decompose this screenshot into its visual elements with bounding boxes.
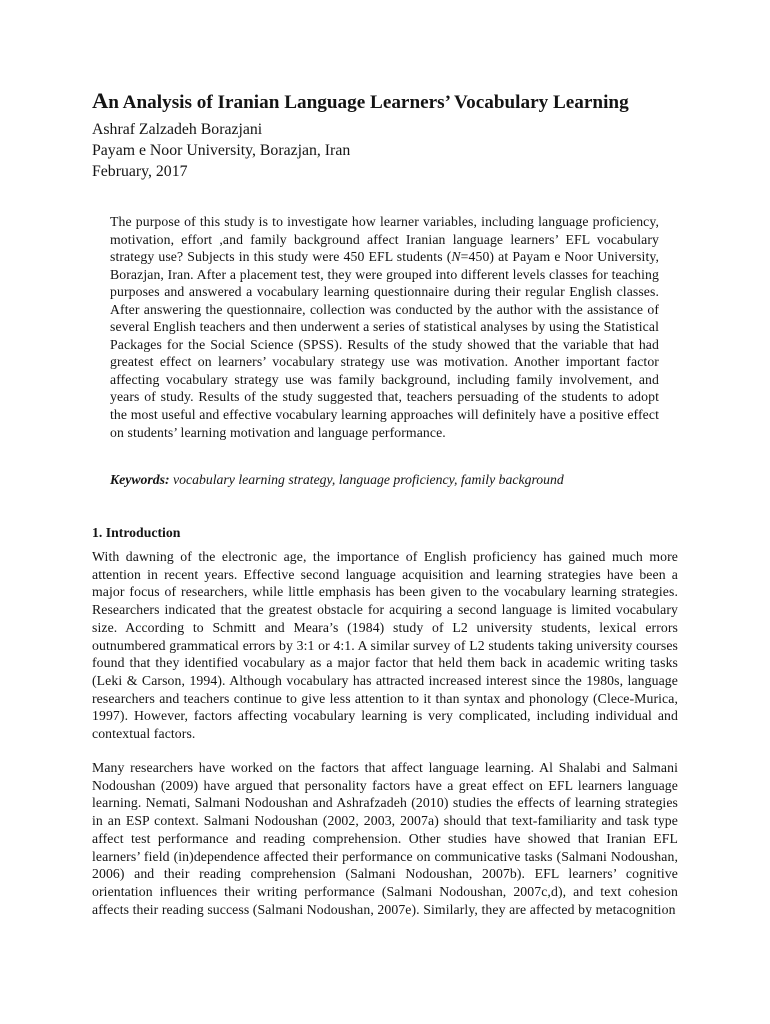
abstract-text-2: =450) at Payam e Noor University, Borazjan, Iran. After a placement test, they were grouped into different levels classes for teaching purposes and answered a vocabulary learning questionnaire during their regular English classes. After answering the questionnaire, collection was conducted by the author with the assistance of several English teachers and then underwent a series of statistical analyses by using the Statistical Packages for the Social Science (SPSS). Results of the study showed that the variable that had greatest effect on learners’ vocabulary strategy use was motivation. Another important factor affecting vocabulary strategy use was family background, including family involvement, and years of study. Results of the study suggested that, teachers persuading of the students to adopt the most useful and effective vocabulary learning approaches will definitely have a positive effect on students’ learning motivation and language performance.: [110, 249, 659, 440]
author-affiliation: Payam e Noor University, Borazjan, Iran: [92, 142, 351, 159]
abstract-n-symbol: N: [451, 249, 461, 265]
paper-title: [92, 88, 712, 116]
keywords-label: Keywords:: [110, 472, 170, 487]
author-block: [92, 119, 350, 182]
title-initial: A: [92, 88, 109, 113]
keywords: [110, 471, 670, 489]
abstract-text-1: The purpose of this study is to investigate how learner variables, including language proficiency, motivation, effort ,and family background affect Iranian language learners’ EFL vocabulary strategy use? Subjects in this study were 450 EFL students (: [110, 214, 659, 265]
keywords-text: vocabulary learning strategy, language proficiency, family background: [169, 472, 564, 487]
intro-paragraph-1: With dawning of the electronic age, the importance of English proficiency has gained much more attention in recent years. Effective second language acquisition and learning strategies have been a major focus of researchers, while little emphasis has been given to the vocabulary learning strategies. Researchers indicated that the greatest obstacle for acquiring a second language is limited vocabulary size. According to Schmitt and Meara’s (1984) study of L2 university students, lexical errors outnumbered grammatical errors by 3:1 or 4:1. A similar survey of L2 students taking university courses found that they identified vocabulary as a major factor that held them back in academic writing tasks (Leki & Carson, 1994). Although vocabulary has attracted increased interest since the 1980s, language researchers and teachers continue to give less attention to it than syntax and phonology (Clece-Murica, 1997). However, factors affecting vocabulary learning is very complicated, including individual and contextual factors.: [92, 549, 678, 742]
title-text: n Analysis of Iranian Language Learners’ Vocabulary Learning: [108, 92, 629, 113]
author-name: Ashraf Zalzadeh Borazjani: [92, 121, 263, 138]
publication-date: February, 2017: [92, 163, 188, 180]
section-heading-introduction: 1. Introduction: [92, 525, 181, 540]
intro-paragraph-2: Many researchers have worked on the factors that affect language learning. Al Shalabi and Salmani Nodoushan (2009) have argued that personality factors have a great effect on EFL learners language learning. Nemati, Salmani Nodoushan and Ashrafzadeh (2010) studies the effects of learning strategies in an ESP context. Salmani Nodoushan (2002, 2003, 2007a) should that text-familiarity and task type affect test performance and reading comprehension. Other studies have showed that Iranian EFL learners’ field (in)dependence affected their performance on communicative tasks (Salmani Nodoushan, 2006) and their reading comprehension (Salmani Nodoushan, 2007b). EFL learners’ cognitive orientation influences their writing performance (Salmani Nodoushan, 2007c,d), and text cohesion affects their reading success (Salmani Nodoushan, 2007e). Similarly, they are affected by metacognition: [92, 760, 678, 917]
abstract: [110, 213, 659, 441]
